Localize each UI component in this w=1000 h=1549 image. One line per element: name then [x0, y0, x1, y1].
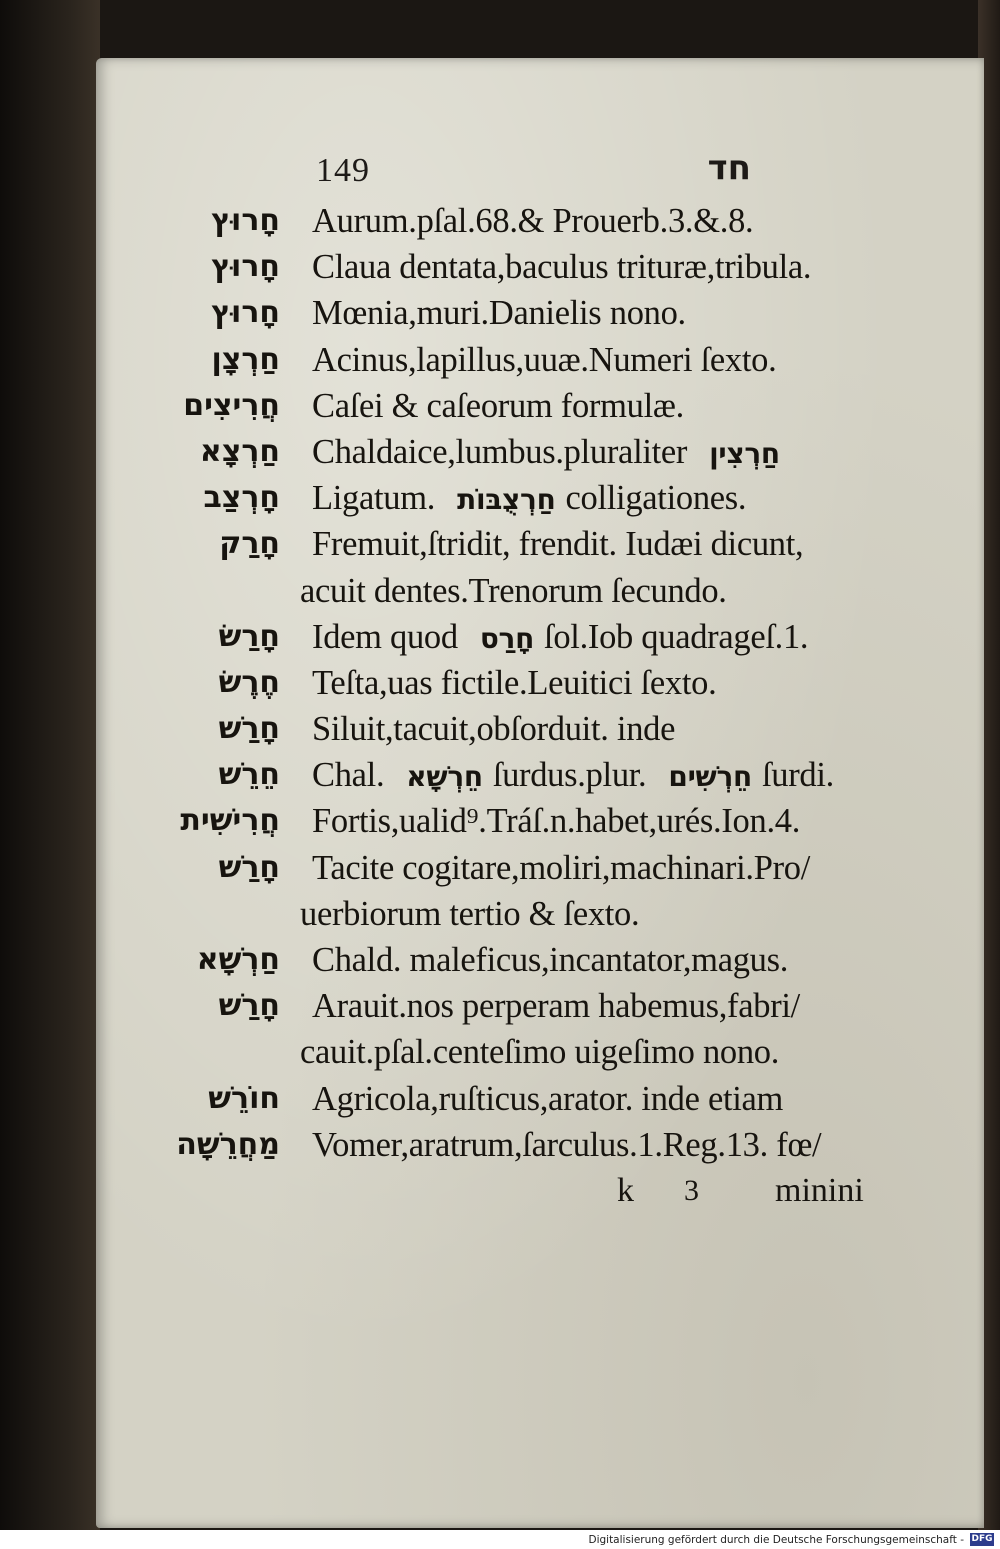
inline-hebrew-word: חֵרְשָׁא [406, 760, 483, 794]
catchword: minini [775, 1171, 864, 1209]
dictionary-line [140, 845, 920, 891]
scan-background-left [0, 0, 100, 1530]
dictionary-line [140, 383, 920, 429]
latin-text: Mœnia,muri.Danielis nono. [312, 294, 686, 333]
latin-text: Vomer,aratrum,ſarculus.1.Reg.13. fœ/ [312, 1125, 822, 1164]
hebrew-headword: חֵרֵשׁ [218, 757, 280, 793]
latin-text: ſurdus.plur. [492, 756, 647, 795]
hebrew-headword: חָרַשׁ [218, 849, 280, 885]
dictionary-line [140, 337, 920, 383]
credit-text: Digitalisierung gefördert durch die Deutsche Forschungsgemeinschaft - [588, 1534, 964, 1546]
latin-text: Agricola,ruſticus,arator. inde etiam [312, 1079, 784, 1118]
entry-continuation: uerbiorum tertio & ſexto. [300, 894, 640, 933]
dictionary-line [140, 475, 920, 521]
dfg-logo: DFG [971, 1534, 993, 1544]
latin-text: ſol.Iob quadrageſ.1. [544, 617, 809, 656]
latin-gloss [312, 706, 675, 752]
latin-gloss [312, 475, 746, 523]
dictionary-line [140, 198, 920, 244]
signature-number: 3 [684, 1173, 699, 1207]
latin-gloss [312, 337, 776, 383]
dictionary-line [140, 1076, 920, 1122]
latin-gloss [312, 290, 686, 336]
latin-text: Aurum.pſal.68.& Prouerb.3.&.8. [312, 202, 754, 240]
latin-text: Fortis,ualid⁹.Tráſ.n.habet,urés.Ion.4. [312, 802, 801, 841]
dictionary-line [140, 1122, 920, 1168]
inline-hebrew-word: חַרְצֻבּוֹת [457, 483, 556, 517]
hebrew-headword: חַרְצָא [199, 433, 280, 469]
latin-text: Tacite cogitare,moliri,machinari.Pro/ [312, 848, 811, 887]
latin-gloss [312, 937, 788, 983]
dictionary-line [140, 798, 920, 844]
inline-hebrew-word: חַרְצִין [709, 436, 780, 470]
page-number: 149 [316, 152, 370, 189]
latin-text: Chal. [312, 756, 385, 795]
inline-hebrew-word: חֵרְשִׁים [668, 760, 752, 794]
latin-text: Ligatum. [312, 479, 436, 518]
latin-gloss [312, 1122, 821, 1168]
dictionary-entries [140, 198, 920, 1214]
hebrew-headword: חָרוּץ [211, 203, 280, 238]
latin-gloss [312, 198, 753, 244]
latin-text: Idem quod [312, 617, 458, 656]
dictionary-line [140, 983, 920, 1029]
latin-text: Chald. maleficus,incantator,magus. [312, 941, 789, 979]
latin-gloss [312, 660, 716, 706]
dictionary-line [140, 891, 920, 937]
hebrew-headword: חָרוּץ [211, 249, 280, 285]
hebrew-headword: חָרְצַב [203, 480, 280, 516]
inline-hebrew-word: חָרַס [479, 621, 535, 655]
dictionary-line [140, 752, 920, 798]
latin-text: Teſta,uas fictile.Leuitici ſexto. [312, 663, 717, 702]
latin-text: Caſei & caſeorum formulæ. [312, 386, 684, 425]
latin-gloss [312, 244, 811, 290]
running-head: חד [707, 148, 751, 188]
hebrew-headword: חָרַשׂ [218, 618, 280, 654]
hebrew-headword: חָרוּץ [211, 295, 280, 331]
dictionary-line [140, 614, 920, 660]
dictionary-line [140, 429, 920, 475]
entry-continuation: acuit dentes.Trenorum ſecundo. [300, 571, 727, 610]
dictionary-line [140, 660, 920, 706]
dictionary-line [140, 706, 920, 752]
dictionary-line [140, 568, 920, 614]
latin-gloss [312, 983, 800, 1029]
latin-text: Siluit,tacuit,obſorduit. inde [312, 710, 676, 749]
latin-text: Chaldaice,lumbus.pluraliter [312, 432, 688, 471]
hebrew-headword: חָרַשׁ [218, 711, 280, 747]
hebrew-headword: חוֹרֵשׁ [208, 1080, 280, 1116]
hebrew-headword: חָרַק [219, 526, 280, 562]
latin-gloss [312, 521, 803, 567]
latin-text: Arauit.nos perperam habemus,fabri/ [312, 987, 800, 1026]
hebrew-headword: חֶרֶשׂ [218, 664, 280, 700]
latin-text: Fremuit,ſtridit, frendit. Iudæi dicunt, [312, 525, 804, 564]
hebrew-headword: חַרְצָן [211, 341, 280, 377]
latin-text: colligationes. [565, 479, 747, 518]
latin-gloss [312, 614, 808, 662]
hebrew-headword: חֲרִיצִים [183, 387, 280, 423]
dictionary-line [140, 521, 920, 567]
latin-gloss [312, 383, 684, 429]
latin-gloss [312, 798, 800, 844]
hebrew-headword: חָרַשׁ [218, 988, 280, 1024]
dictionary-line [140, 937, 920, 983]
latin-text: ſurdi. [761, 756, 834, 795]
latin-gloss [312, 752, 834, 800]
credit-bar [0, 1530, 1000, 1549]
latin-text: Acinus,lapillus,uuæ.Numeri ſexto. [312, 340, 777, 379]
latin-gloss [312, 1076, 783, 1122]
signature: k [617, 1171, 634, 1209]
hebrew-headword: חַרְשָׁא [196, 942, 280, 977]
latin-text: Claua dentata,baculus trituræ,tribula. [312, 248, 812, 287]
latin-gloss [312, 845, 810, 891]
entry-continuation: cauit.pſal.centeſimo uigeſimo nono. [300, 1033, 780, 1072]
hebrew-headword: חֲרִישִׁית [180, 803, 280, 839]
dictionary-line [140, 244, 920, 290]
page-header [316, 148, 876, 196]
hebrew-headword: מַחֲרֵשָׁה [176, 1126, 280, 1162]
page-footer [140, 1168, 920, 1214]
latin-gloss [312, 429, 780, 477]
dictionary-line [140, 1029, 920, 1075]
dictionary-line [140, 290, 920, 336]
